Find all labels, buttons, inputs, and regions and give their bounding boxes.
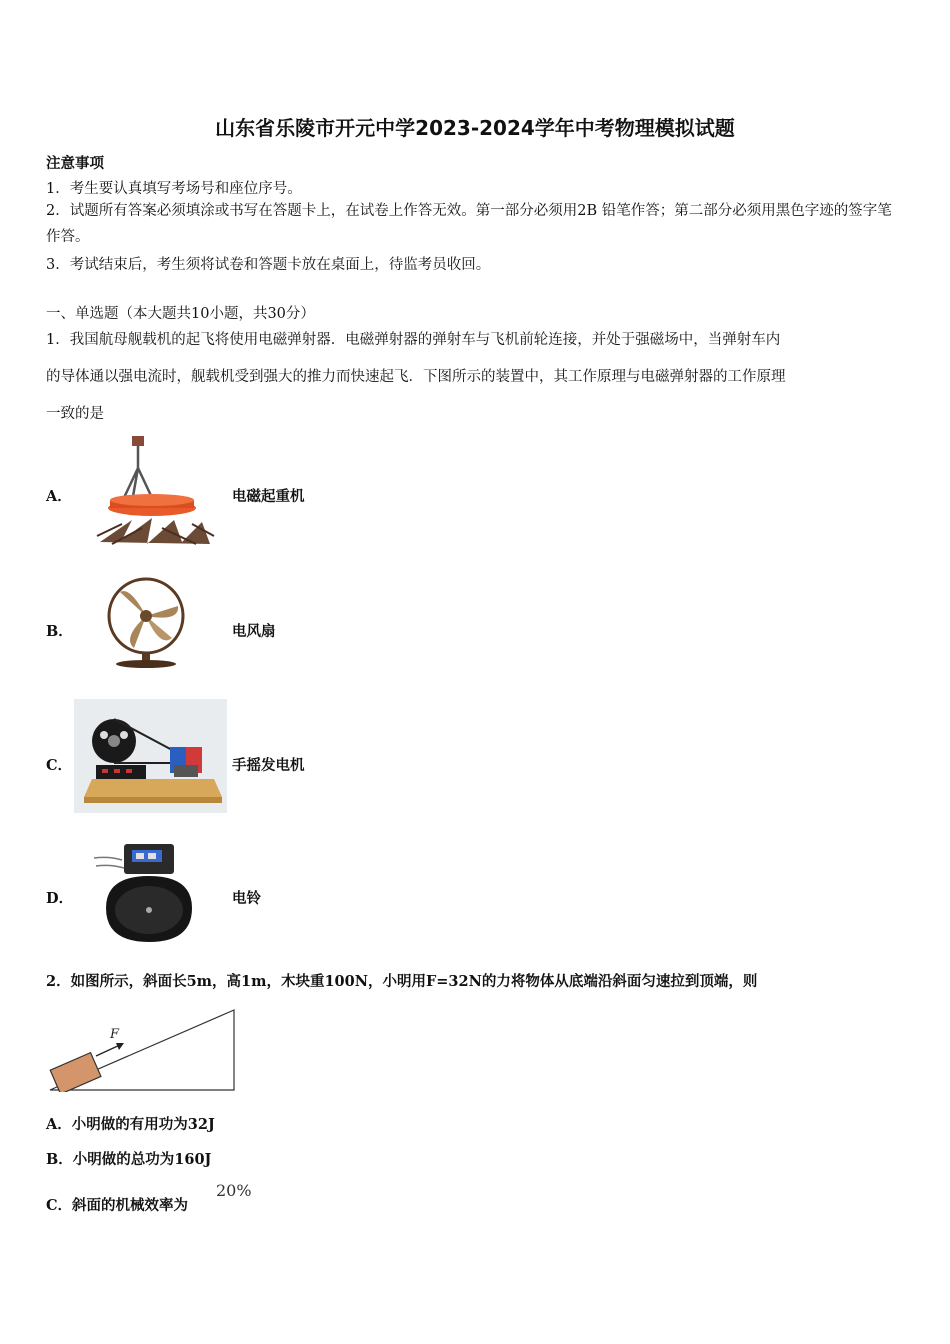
- q2-option-a-text: 小明做的有用功为32J: [71, 1116, 215, 1133]
- q2-option-c-letter: C．: [46, 1197, 73, 1214]
- q1-option-d-letter: D．: [46, 890, 74, 907]
- page-title: 山东省乐陵市开元中学2023-2024学年中考物理模拟试题: [215, 116, 735, 140]
- q1-text-line1: 1．我国航母舰载机的起飞将使用电磁弹射器．电磁弹射器的弹射车与飞机前轮连接，并处于强磁场中，当弹射车内: [46, 332, 781, 348]
- electromagnetic-crane-image: [92, 432, 217, 550]
- section-heading: 一、单选题（本大题共10小题，共30分）: [46, 306, 315, 322]
- notice-item-2: 2．试题所有答案必须填涂或书写在答题卡上，在试卷上作答无效。第一部分必须用2B 铅笔作答；第二部分必须用黑色字迹的签字笔作答。: [46, 203, 892, 245]
- q2-option-c: [46, 1194, 188, 1215]
- q1-option-a-label: 电磁起重机: [232, 488, 305, 505]
- q1-option-b-label: 电风扇: [232, 623, 276, 640]
- electric-bell-image: [94, 838, 204, 948]
- notice-item-1: 1．考生要认真填写考场号和座位序号。: [46, 181, 302, 197]
- q1-text-line3: 一致的是: [46, 406, 104, 422]
- q2-question-text: 2．如图所示，斜面长5m，高1m，木块重100N，小明用F=32N的力将物体从底端沿斜面匀速拉到顶端，则: [46, 973, 758, 990]
- q2-option-c-value: 20%: [216, 1181, 252, 1200]
- q1-option-d-label: 电铃: [232, 890, 261, 907]
- hand-generator-image: [74, 699, 227, 813]
- q2-option-b-text: 小明做的总功为160J: [72, 1151, 212, 1168]
- q1-option-a-letter: A．: [46, 488, 72, 505]
- notice-item-3: 3．考试结束后，考生须将试卷和答题卡放在桌面上，待监考员收回。: [46, 257, 491, 273]
- notice-heading: 注意事项: [46, 155, 104, 172]
- q1-option-c-label: 手摇发电机: [232, 757, 305, 774]
- q1-text-line2: 的导体通以强电流时，舰载机受到强大的推力而快速起飞．下图所示的装置中，其工作原理与电磁弹射器的工作原理: [46, 369, 786, 385]
- force-label: F: [110, 1027, 120, 1042]
- q2-option-a: [46, 1113, 215, 1134]
- q2-option-c-text: 斜面的机械效率为: [72, 1197, 189, 1214]
- electric-fan-image: [100, 576, 195, 668]
- q2-option-b-letter: B．: [46, 1151, 73, 1168]
- q1-option-c-letter: C．: [46, 757, 73, 774]
- q1-option-b-letter: B．: [46, 623, 73, 640]
- q2-option-b: [46, 1148, 211, 1169]
- q2-option-a-letter: A．: [46, 1116, 72, 1133]
- incline-diagram: [44, 1006, 240, 1092]
